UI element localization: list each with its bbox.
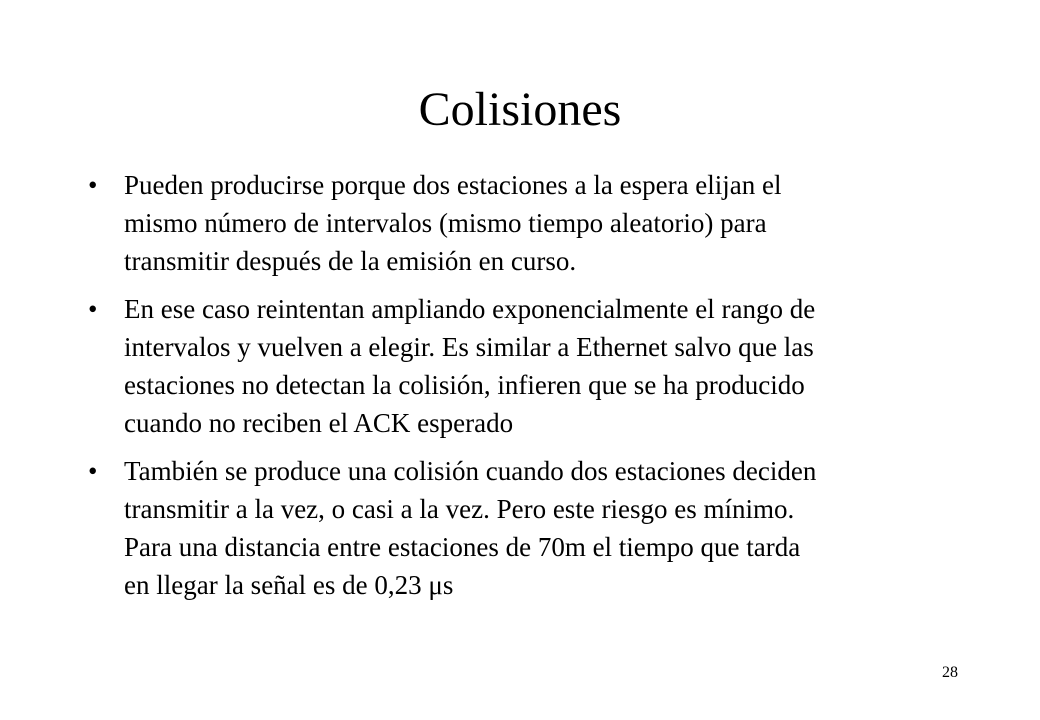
bullet-line: transmitir a la vez, o casi a la vez. Pero este riesgo es mínimo. <box>124 494 795 524</box>
page-number: 28 <box>942 664 958 681</box>
bullet-list <box>88 166 968 614</box>
bullet-text <box>124 166 968 280</box>
bullet-line: Pueden producirse porque dos estaciones a la espera elijan el <box>124 170 782 200</box>
bullet-text <box>124 290 968 442</box>
bullet-line: cuando no reciben el ACK esperado <box>124 408 514 438</box>
bullet-text <box>124 452 968 604</box>
bullet-marker: • <box>88 294 98 324</box>
bullet-item-2 <box>88 290 968 442</box>
bullet-item-1 <box>88 166 968 280</box>
bullet-line: transmitir después de la emisión en curso. <box>124 246 577 276</box>
bullet-marker: • <box>88 456 98 486</box>
bullet-item-3 <box>88 452 968 604</box>
bullet-marker: • <box>88 170 98 200</box>
bullet-line: intervalos y vuelven a elegir. Es similar a Ethernet salvo que las <box>124 332 814 362</box>
bullet-line: También se produce una colisión cuando dos estaciones deciden <box>124 456 817 486</box>
bullet-line: estaciones no detectan la colisión, infieren que se ha producido <box>124 370 805 400</box>
bullet-line: En ese caso reintentan ampliando exponencialmente el rango de <box>124 294 816 324</box>
bullet-line: Para una distancia entre estaciones de 70m el tiempo que tarda <box>124 532 801 562</box>
bullet-line: en llegar la señal es de 0,23 μs <box>124 570 454 600</box>
bullet-line: mismo número de intervalos (mismo tiempo aleatorio) para <box>124 208 767 238</box>
slide-title: Colisiones <box>418 83 622 136</box>
